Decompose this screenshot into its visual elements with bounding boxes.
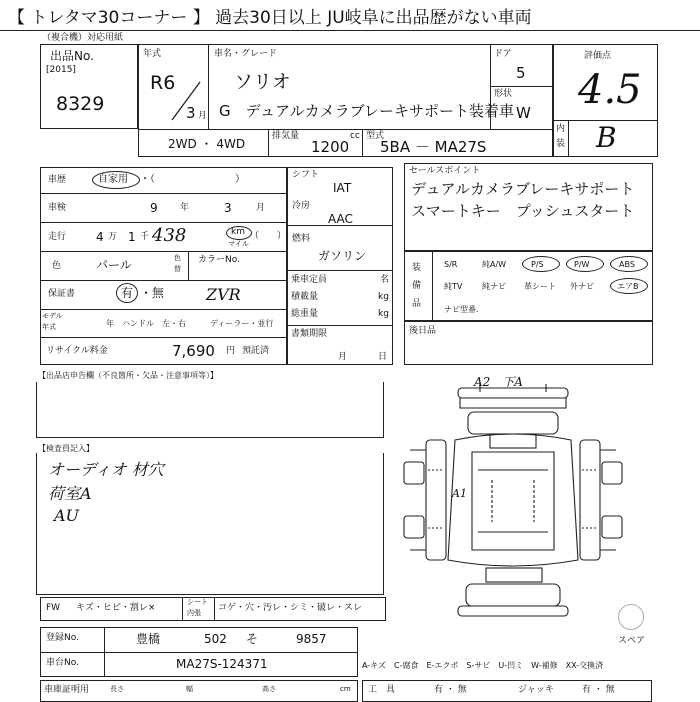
model-code: 5BA － MA27S [380, 138, 487, 156]
inspection-year: 9 [150, 201, 158, 215]
shift-value: IAT [333, 181, 352, 195]
model-year-year: 年 [106, 319, 114, 328]
inspection-month-unit: 月 [256, 203, 266, 213]
capacity-unit: 名 [380, 275, 390, 285]
interior-label-1: 内 [556, 124, 566, 134]
fw-seat-label-2: 内張 [187, 609, 201, 617]
mileage-man: 4 [96, 230, 104, 244]
cert-unit: cm [340, 685, 351, 693]
color-no-label: カラーNo. [198, 255, 240, 265]
cert-length: 長さ [110, 685, 124, 693]
model-year-handle: ハンドル 左・右 [122, 319, 186, 328]
fw-seat-label-1: シート [187, 598, 208, 606]
color-value: パール [96, 258, 132, 272]
car-name: ソリオ [234, 71, 291, 93]
model-year-label-2: 年式 [42, 323, 56, 331]
fuel-value: ガソリン [318, 249, 367, 263]
name-label: 車名・グレード [214, 49, 278, 59]
year-era: R6 [150, 72, 176, 94]
inspector-line2: 荷室A [48, 484, 92, 503]
interior-label-2: 装 [556, 139, 566, 149]
history-value: 自家用 [98, 174, 128, 185]
postscript-box [404, 321, 653, 365]
paper-note: （複合機）対応用紙 [42, 33, 124, 43]
mileage-rest: 438 [152, 225, 187, 246]
postscript-label: 後日品 [409, 326, 437, 336]
lot-number: 8329 [56, 93, 105, 115]
lot-label: 出品No. [50, 49, 94, 63]
fw-label: FW [46, 603, 61, 613]
navi-model: ナビ型番． [444, 305, 484, 314]
mileage-sen-unit: 千 [140, 232, 150, 242]
drive-type: 2WD ・ 4WD [168, 137, 246, 151]
year-month-suffix: 月 [198, 111, 208, 121]
mileage-man-unit: 万 [108, 232, 118, 242]
diagram-mark-top: A2 下A [474, 375, 523, 389]
sales-point-line1: デュアルカメラブレーキサポート [411, 180, 635, 198]
warranty-yes: 有 [121, 286, 134, 300]
shift-label: シフト [292, 170, 320, 180]
mileage-label: 走行 [48, 232, 67, 242]
inspector-label: 【検査員記入】 [38, 444, 94, 453]
interior-score: B [596, 121, 617, 154]
sales-point-label: セールスポイント [409, 166, 481, 176]
doc-expiry-day: 日 [378, 352, 388, 362]
recycle-note: 預託済 [242, 346, 270, 356]
doc-expiry-label: 書類期限 [291, 329, 328, 339]
fuel-label: 燃料 [292, 234, 311, 244]
equip-sr: S/R [444, 260, 458, 269]
seller-note-box [36, 382, 384, 438]
chassis-label: 車台No. [46, 658, 79, 668]
seller-note: 【出品店申告欄（不良箇所・欠品・注意事項等）】 [38, 371, 218, 380]
inspection-label: 車検 [48, 203, 67, 213]
equip-alloy: 純A/W [482, 260, 507, 269]
recycle-unit: 円 [226, 346, 236, 356]
spare-label: スペア [618, 636, 646, 646]
car-diagram [400, 370, 670, 625]
door-label: ドア [494, 49, 512, 59]
equip-navi: 純ナビ [482, 282, 506, 291]
color-label: 色 [52, 261, 62, 271]
score-label: 評価点 [584, 51, 612, 61]
inspector-line3: AU [54, 506, 80, 525]
tools-value: 有 ・ 無 [434, 685, 467, 695]
capacity-label: 乗車定員 [291, 275, 328, 285]
history-rest: ・（ ） [140, 174, 245, 185]
year-month: 3 [186, 104, 196, 122]
score-value: 4.5 [578, 67, 642, 113]
load-label: 積載量 [291, 292, 319, 302]
mileage-mile: マイル [228, 240, 249, 248]
displacement-unit: cc [350, 131, 360, 141]
lot-year-tag: [2015] [46, 65, 76, 75]
aircon-value: AAC [328, 212, 353, 226]
inspection-year-unit: 年 [180, 203, 190, 213]
inspection-month: 3 [224, 201, 232, 215]
mileage-paren: （ ） [250, 231, 287, 241]
equipment-label-2: 備 [412, 281, 422, 291]
model-year-label-1: モデル [42, 312, 63, 320]
car-grade: G デュアルカメラブレーキサポート装着車 [219, 102, 514, 120]
sales-point-line2: スマートキー プッシュスタート [411, 202, 635, 220]
repaint-label-2: 替 [174, 265, 181, 273]
diagram-mark-side: A1 [452, 487, 467, 500]
chassis-number: MA27S-124371 [176, 657, 268, 671]
details-box [40, 167, 287, 365]
equip-ext-navi: 外ナビ [570, 282, 594, 291]
load-unit: kg [378, 292, 389, 302]
equip-abs: ABS [619, 260, 635, 269]
cert-height: 高さ [262, 685, 276, 693]
equip-pw: P/W [574, 260, 590, 269]
model-year-dealer: ディーラー・並行 [210, 319, 274, 328]
history-label: 車歴 [48, 175, 67, 185]
color-no: ZVR [206, 285, 241, 304]
displacement-label: 排気量 [272, 131, 300, 141]
model-label: 型式 [366, 131, 385, 141]
equip-tv: 純TV [444, 282, 463, 291]
equip-airbag: エアB [617, 282, 639, 291]
warranty-label: 保証書 [48, 289, 76, 299]
fw-seat-items: コゲ・穴・汚レ・シミ・破レ・スレ [218, 603, 363, 613]
mileage-km: km [231, 227, 245, 237]
recycle-value: 7,690 [172, 342, 215, 360]
inspector-line1: オーディオ 材穴 [48, 460, 164, 479]
equip-leather: 革シート [524, 282, 556, 291]
fw-items: キズ・ヒビ・割レ× [76, 603, 156, 613]
gross-unit: kg [378, 309, 389, 319]
year-label: 年式 [143, 49, 162, 59]
tools-label: 工 具 [368, 685, 396, 695]
mileage-sen: 1 [128, 230, 136, 244]
recycle-label: リサイクル料金 [46, 346, 108, 356]
warranty-no: ・無 [140, 286, 165, 300]
cert-width: 幅 [186, 685, 193, 693]
equipment-label-3: 品 [412, 299, 422, 309]
shape-value: W [516, 104, 531, 122]
banner-title: 【 トレタマ30コーナー 】 過去30日以上 JU岐阜に出品歴がない車両 [0, 0, 700, 31]
registration-class: 502 [204, 632, 227, 646]
equipment-label-1: 装 [412, 263, 422, 273]
damage-legend: A-キズ C-腐食 E-エクボ S-サビ U-凹ミ W-補修 XX-交換済 [362, 661, 604, 670]
jack-label: ジャッキ [518, 685, 554, 695]
repaint-label-1: 色 [174, 254, 181, 262]
door-count: 5 [516, 64, 526, 82]
shape-label: 形状 [494, 89, 513, 99]
equip-ps: P/S [531, 260, 544, 269]
gross-label: 総重量 [291, 309, 319, 319]
registration-label: 登録No. [46, 633, 79, 643]
displacement: 1200 [311, 138, 350, 156]
registration-kana: そ [246, 632, 259, 646]
registration-city: 豊橋 [136, 632, 161, 646]
spare-tire-icon [618, 604, 644, 630]
doc-expiry-month: 月 [338, 352, 348, 362]
cert-label: 車庫証明用 [44, 685, 90, 695]
registration-number: 9857 [296, 632, 327, 646]
jack-value: 有 ・ 無 [582, 685, 615, 695]
aircon-label: 冷房 [292, 201, 311, 211]
